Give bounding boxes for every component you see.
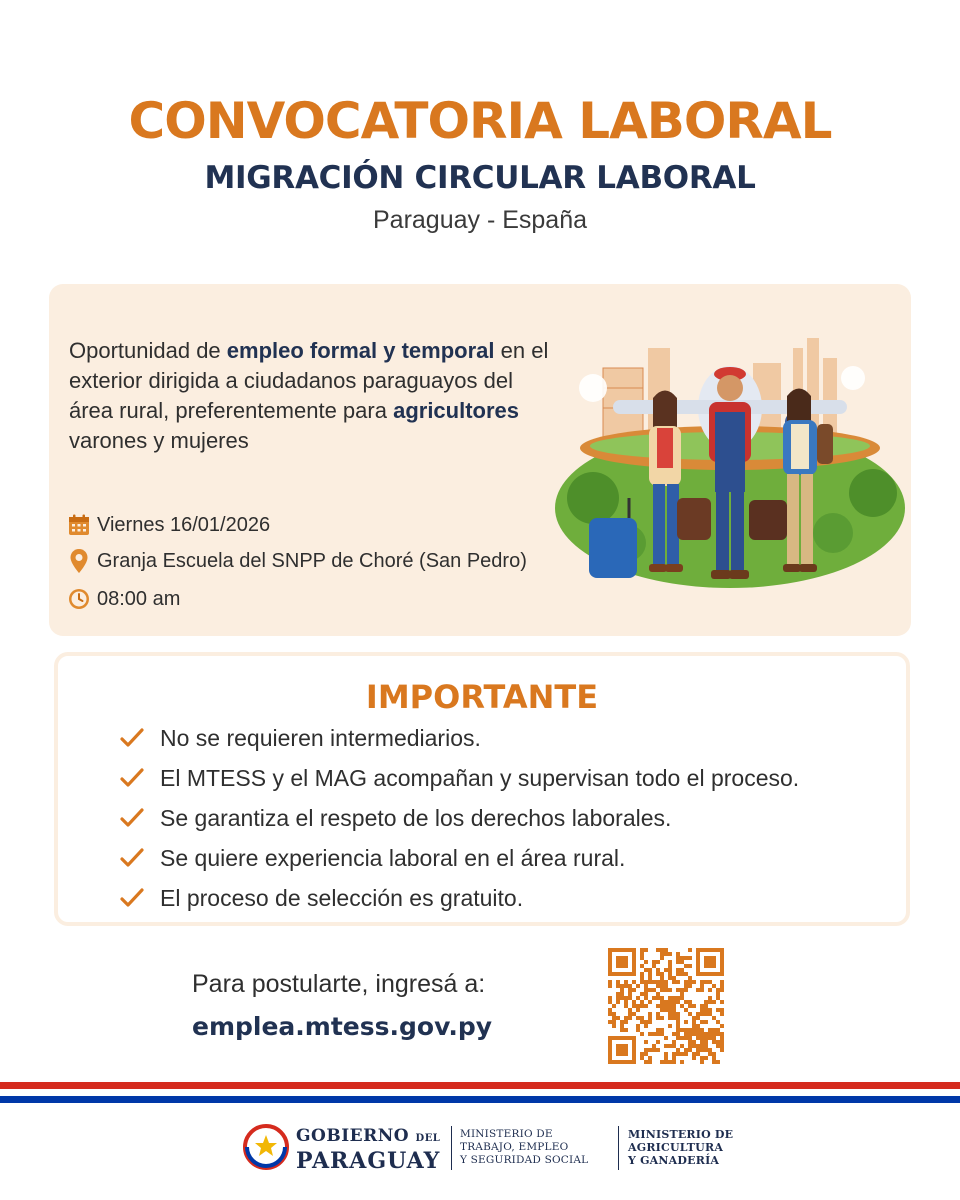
event-date <box>67 510 270 540</box>
check-icon <box>120 847 148 869</box>
list-item <box>120 798 799 838</box>
list-item-text: El MTESS y el MAG acompañan y supervisan todo el proceso. <box>160 764 800 791</box>
event-place <box>67 546 527 576</box>
list-item-text: Se garantiza el respeto de los derechos laborales. <box>160 804 672 831</box>
offer-card <box>49 284 911 636</box>
qr-code[interactable] <box>608 948 724 1064</box>
list-item-text: El proceso de selección es gratuito. <box>160 884 524 911</box>
workers-illustration <box>553 328 907 608</box>
important-list <box>120 718 799 918</box>
list-item <box>120 878 799 918</box>
mag-line: Y GANADERÍA <box>628 1154 720 1167</box>
desc-bold-1: empleo formal y temporal <box>226 338 495 363</box>
list-item <box>120 718 799 758</box>
mtess-line: MINISTERIO DE <box>460 1128 553 1140</box>
mag-line: AGRICULTURA <box>628 1141 724 1154</box>
check-icon <box>120 727 148 749</box>
mtess-line: TRABAJO, EMPLEO <box>460 1141 569 1153</box>
desc-text-3: varones y mujeres <box>69 428 249 453</box>
page-subtitle: MIGRACIÓN CIRCULAR LABORAL <box>204 160 756 196</box>
flag-stripe-blue <box>0 1096 960 1103</box>
list-item <box>120 758 799 798</box>
mag-name <box>628 1128 733 1167</box>
check-icon <box>120 807 148 829</box>
event-date-text: Viernes 16/01/2026 <box>97 513 271 536</box>
location-pin-icon <box>67 548 91 574</box>
important-title: IMPORTANTE <box>365 678 599 716</box>
event-place-text: Granja Escuela del SNPP de Choré (San Pedro) <box>97 549 527 572</box>
offer-description <box>69 336 549 456</box>
page-title: CONVOCATORIA LABORAL <box>128 92 832 150</box>
footer-divider <box>618 1126 619 1170</box>
check-icon <box>120 887 148 909</box>
desc-text-2: en el exterior dirigida a ciudadanos paraguayos del área rural, preferentemente para <box>69 338 549 423</box>
event-time <box>67 584 180 614</box>
important-card <box>54 652 910 926</box>
clock-icon <box>67 586 91 612</box>
flag-stripe-red <box>0 1082 960 1089</box>
mag-line: MINISTERIO DE <box>628 1128 734 1141</box>
list-item <box>120 838 799 878</box>
footer-divider <box>451 1126 452 1170</box>
government-name <box>296 1126 440 1173</box>
gob-del: DEL <box>415 1133 441 1144</box>
check-icon <box>120 767 148 789</box>
mtess-line: Y SEGURIDAD SOCIAL <box>460 1154 589 1166</box>
mtess-name <box>460 1128 588 1167</box>
list-item-text: Se quiere experiencia laboral en el área rural. <box>160 844 626 871</box>
footer-logos <box>0 1118 960 1178</box>
government-seal-logo <box>243 1124 289 1170</box>
desc-bold-2: agricultores <box>393 398 520 423</box>
countries-label: Paraguay - España <box>372 206 588 234</box>
event-time-text: 08:00 am <box>97 587 181 610</box>
calendar-icon <box>67 512 91 538</box>
desc-text-1: Oportunidad de <box>69 338 227 363</box>
list-item-text: No se requieren intermediarios. <box>160 724 481 751</box>
gob-line1: GOBIERNO <box>296 1126 410 1146</box>
gob-line2: PARAGUAY <box>296 1148 441 1174</box>
apply-url-link[interactable]: emplea.mtess.gov.py <box>192 1012 493 1041</box>
apply-label: Para postularte, ingresá a: <box>192 970 486 998</box>
